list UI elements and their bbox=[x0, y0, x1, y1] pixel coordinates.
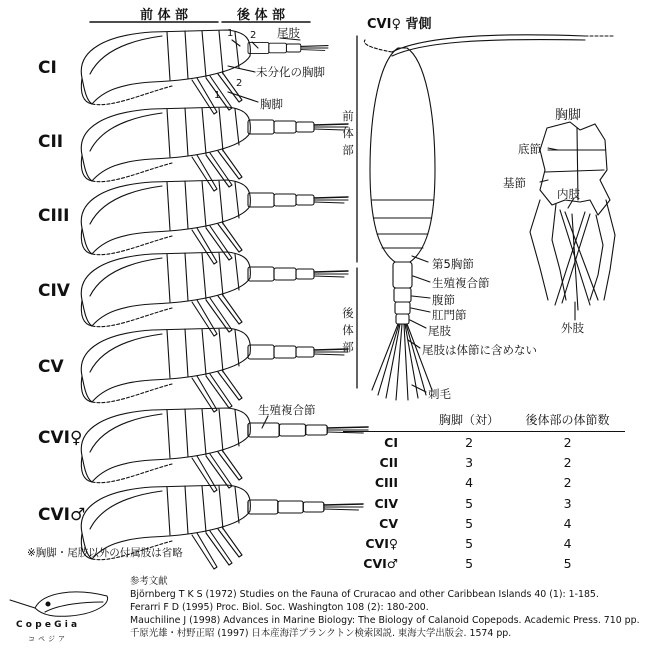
dorsal-fifth-segment: 第5胸節 bbox=[432, 257, 474, 271]
dorsal-caudal: 尾肢 bbox=[428, 324, 451, 338]
dorsal-genital: 生殖複合節 bbox=[432, 276, 490, 290]
table-cell-segs: 2 bbox=[563, 434, 572, 450]
table-cell-stage: CVI♀ bbox=[365, 536, 398, 552]
logo-copepod bbox=[10, 592, 108, 616]
table-cell-legs: 4 bbox=[465, 475, 474, 491]
table-row bbox=[343, 513, 625, 533]
reference-item: Ferarri F D (1995) Proc. Biol. Soc. Washington 108 (2): 180-200. bbox=[130, 602, 429, 613]
table-cell-legs: 5 bbox=[465, 495, 474, 511]
table-cell-stage: CIV bbox=[374, 495, 398, 511]
stage-label-ci: CI bbox=[38, 58, 57, 78]
copepodite-cii bbox=[81, 107, 348, 191]
table-cell-stage: CVI♂ bbox=[363, 556, 398, 572]
table-row bbox=[343, 473, 625, 493]
table-row bbox=[343, 554, 625, 574]
dorsal-prosome-label: 前 体 部 bbox=[342, 109, 354, 157]
table-cell-legs: 2 bbox=[465, 434, 474, 450]
table-cell-segs: 2 bbox=[563, 454, 572, 470]
table-cell-stage: CIII bbox=[374, 475, 398, 491]
table-cell-segs: 4 bbox=[563, 536, 572, 552]
reference-item: Mauchiline J (1998) Advances in Marine Biology: The Biology of Calanoid Copepods. Academic Press. 710 pp. bbox=[130, 615, 640, 626]
table-row bbox=[343, 452, 625, 472]
urosome-header: 後 体 部 bbox=[237, 8, 286, 23]
table-cell-legs: 5 bbox=[465, 556, 474, 572]
table-cell-stage: CI bbox=[384, 434, 398, 450]
copepodite-ciii bbox=[81, 180, 348, 264]
table-cell-segs: 5 bbox=[563, 556, 572, 572]
logo-sub: コペジア bbox=[28, 635, 68, 643]
dorsal-title: CVI♀ 背側 bbox=[367, 17, 432, 32]
stage-label-cv: CV bbox=[38, 357, 64, 377]
table-cell-stage: CII bbox=[379, 454, 398, 470]
cvi-female-genital-label: 生殖複合節 bbox=[258, 403, 316, 417]
logo-name: CopeGia bbox=[16, 620, 81, 630]
stage-label-cii: CII bbox=[38, 132, 64, 152]
ci-caudal-label: 尾肢 bbox=[277, 26, 300, 40]
stage-label-civ: CIV bbox=[38, 281, 70, 301]
leg-coxa: 底節 bbox=[518, 142, 541, 156]
leg-endopod: 内肢 bbox=[557, 187, 580, 201]
ci-num-2b: 2 bbox=[236, 78, 243, 89]
table-cell-segs: 3 bbox=[563, 495, 572, 511]
leg-exopod: 外肢 bbox=[561, 321, 584, 335]
references-title: 参考文献 bbox=[130, 576, 168, 587]
dorsal-urosome-label: 後 体 部 bbox=[342, 306, 354, 354]
table-cell-stage: CV bbox=[379, 515, 398, 531]
references bbox=[130, 575, 640, 640]
table-cell-legs: 5 bbox=[465, 515, 474, 531]
table-row bbox=[343, 493, 625, 513]
dorsal-caudal-note: 尾肢は体節に含めない bbox=[422, 343, 537, 357]
stage-label-cvi-male: CVI♂ bbox=[38, 505, 86, 525]
stage-label-ciii: CIII bbox=[38, 206, 70, 226]
table-row bbox=[343, 533, 625, 553]
ci-num-1b: 1 bbox=[214, 90, 221, 101]
ci-leader-2 bbox=[252, 42, 258, 48]
ci-num-2: 2 bbox=[250, 30, 257, 41]
table-header-stage bbox=[343, 407, 428, 432]
table-cell-segs: 4 bbox=[563, 515, 572, 531]
ci-leader-legs bbox=[228, 92, 258, 102]
dorsal-anal: 肛門節 bbox=[432, 308, 467, 322]
stage-table bbox=[343, 407, 625, 574]
reference-item: 千原光雄・村野正昭 (1997) 日本産海洋プランクトン検索図説. 東海大学出版会. 1574 pp. bbox=[130, 628, 512, 639]
copepodite-civ bbox=[81, 252, 348, 336]
leg-title: 胸脚 bbox=[555, 108, 582, 123]
ci-undiff-label: 未分化の胸脚 bbox=[256, 65, 325, 79]
table-cell-segs: 2 bbox=[563, 475, 572, 491]
table-row bbox=[343, 432, 625, 453]
stage-label-cvi-female: CVI♀ bbox=[38, 428, 83, 448]
ci-num-1: 1 bbox=[227, 28, 234, 39]
leg-diagram bbox=[530, 122, 615, 320]
table-header-segs: 後体部の体節数 bbox=[510, 407, 625, 432]
dorsal-abdomen: 腹節 bbox=[432, 293, 455, 307]
reference-item: Björnberg T K S (1972) Studies on the Fauna of Cruracao and other Caribbean Islands 40 (1): 1-185. bbox=[130, 589, 599, 600]
table-cell-legs: 5 bbox=[465, 536, 474, 552]
copepodite-cv bbox=[81, 328, 348, 412]
table-header-legs: 胸脚（対） bbox=[428, 407, 510, 432]
table-header-row bbox=[343, 407, 625, 432]
dorsal-setae: 刺毛 bbox=[428, 387, 451, 401]
ci-legs-label: 胸脚 bbox=[260, 97, 283, 111]
leg-basis: 基節 bbox=[503, 176, 526, 190]
omission-note: ※胸脚・尾肢以外の付属肢は省略 bbox=[27, 547, 183, 559]
copepodite-cvi-female bbox=[81, 408, 368, 492]
prosome-header: 前 体 部 bbox=[140, 8, 189, 23]
table-cell-legs: 3 bbox=[465, 454, 474, 470]
